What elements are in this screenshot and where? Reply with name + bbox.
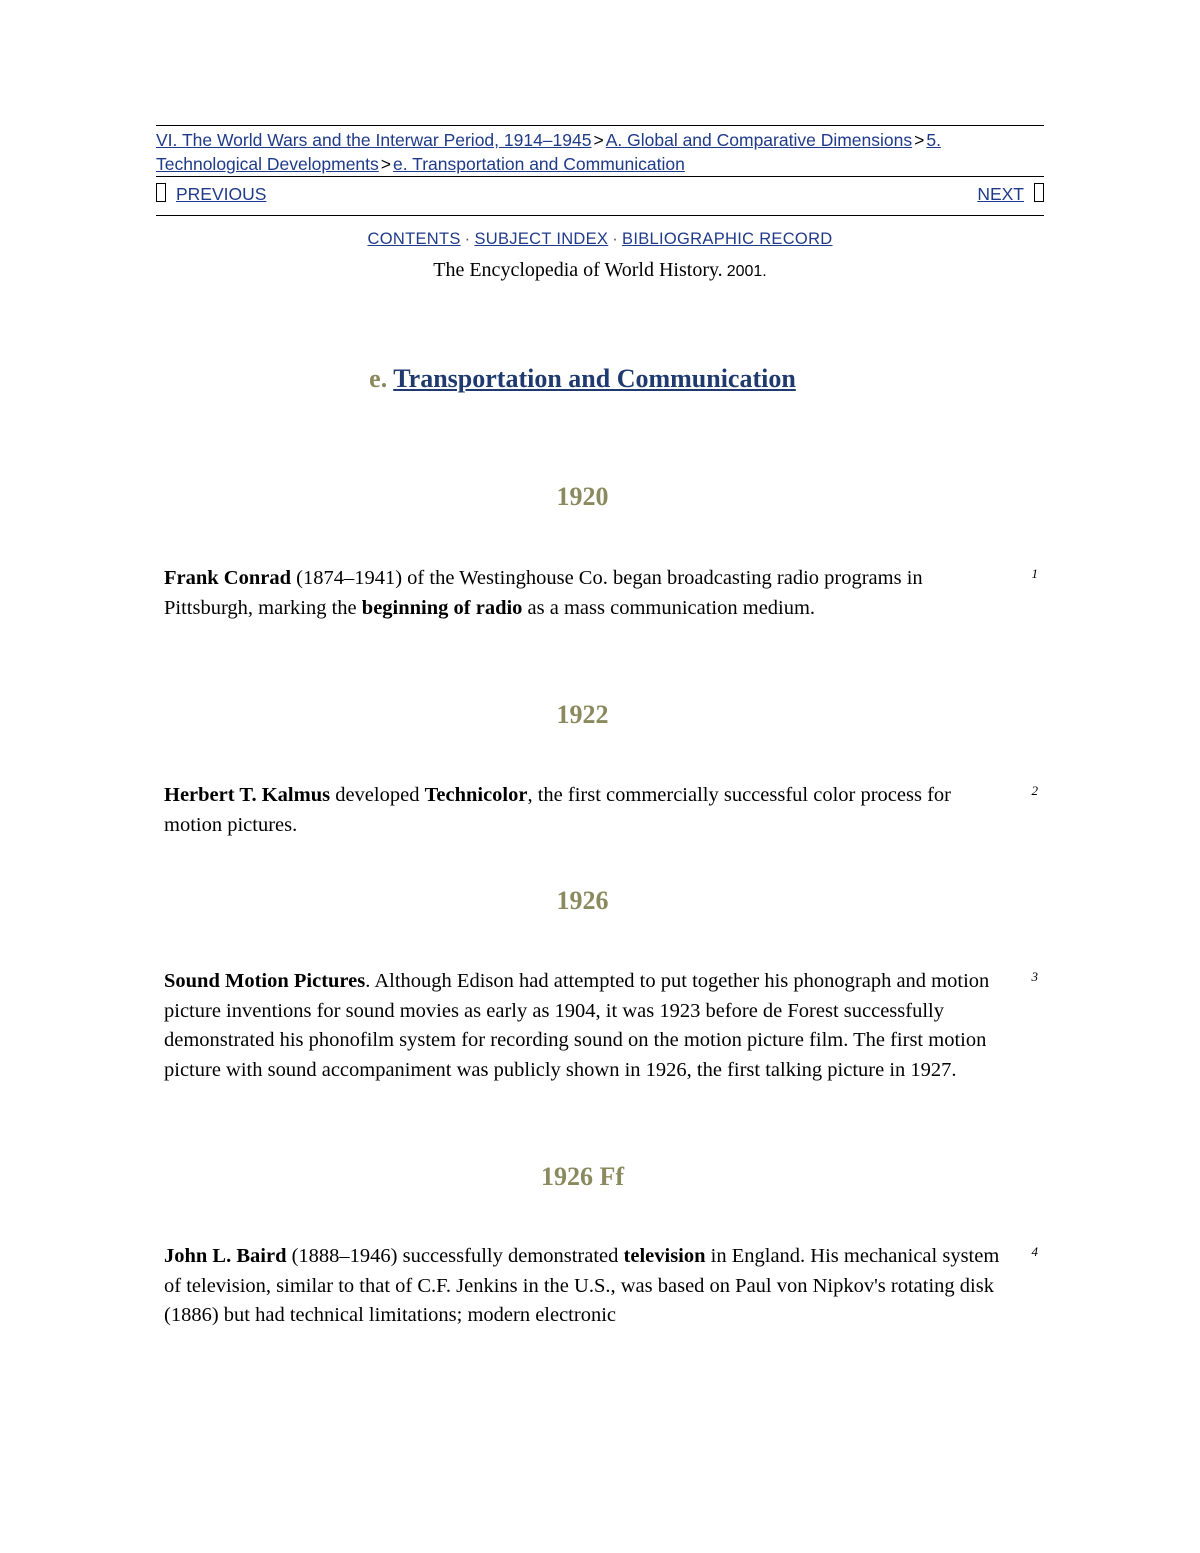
contents-link[interactable]: CONTENTS	[367, 230, 461, 248]
link-separator: ·	[464, 230, 471, 248]
entry-text: as a mass communication medium.	[522, 596, 816, 619]
entry-paragraph	[164, 564, 1014, 623]
section-title-link[interactable]: Transportation and Communication	[393, 364, 796, 393]
next-link[interactable]: NEXT	[977, 184, 1024, 204]
top-links	[0, 230, 1200, 249]
entry-text: . Although Edison had attempted to put together his phonograph and motion picture inventions for sound movies as early as 1904, it was 1923 before de Forest successfully demonstrated his phonofilm system for recording sound on the motion picture film. The first motion picture with sound accompaniment was publicly shown in 1926, the first talking picture in 1927.	[164, 970, 990, 1081]
entry-text: (1874–1941) of the Westinghouse Co. began broadcasting radio programs in Pittsburgh, marking the	[164, 567, 923, 619]
next-nav	[977, 183, 1044, 205]
breadcrumb-link-current[interactable]: e. Transportation and Communication	[393, 154, 685, 174]
entry-number: 2	[1031, 783, 1038, 798]
bibliographic-record-link[interactable]: BIBLIOGRAPHIC RECORD	[622, 230, 833, 248]
entry-bold-term: Herbert T. Kalmus	[164, 784, 331, 806]
breadcrumb-link-part-vi[interactable]: VI. The World Wars and the Interwar Period, 1914–1945	[156, 130, 592, 150]
section-letter: e.	[369, 364, 388, 393]
citation-title: The Encyclopedia of World History.	[433, 259, 723, 281]
previous-nav	[156, 183, 266, 205]
next-arrow-icon[interactable]	[1034, 183, 1044, 202]
entry-number: 3	[1031, 969, 1038, 984]
year-heading: 1920	[556, 482, 609, 511]
entry-bold-term: television	[623, 1245, 706, 1267]
entry-text: in England. His mechanical system of television, similar to that of C.F. Jenkins in the U.S., was based on Paul von Nipkov's rotating disk (1886) but had technical limitations; modern electronic	[164, 1245, 1000, 1326]
entry-bold-term: Sound Motion Pictures	[164, 970, 366, 992]
entry-text: (1888–1946) successfully demonstrated	[286, 1245, 624, 1267]
link-separator: ·	[612, 230, 619, 248]
breadcrumb-separator: >	[593, 130, 604, 150]
entry-bold-term: beginning of radio	[361, 596, 523, 619]
breadcrumb-link-section-a[interactable]: A. Global and Comparative Dimensions	[605, 130, 913, 150]
breadcrumb-separator: >	[380, 154, 392, 174]
page-nav	[156, 177, 1044, 215]
entry-number: 1	[1031, 566, 1038, 581]
breadcrumb-link-subsection-5[interactable]: 5. Technological Developments	[156, 130, 941, 174]
entry-paragraph	[164, 781, 1014, 840]
entry-bold-term: Frank Conrad	[164, 567, 292, 589]
entry-bold-term: Technicolor	[424, 784, 528, 806]
citation	[0, 259, 1200, 282]
breadcrumb	[156, 126, 1044, 176]
year-heading: 1926 Ff	[540, 1162, 625, 1191]
bottom-rule	[156, 215, 1044, 216]
breadcrumb-separator: >	[914, 130, 925, 150]
citation-year: 2001.	[726, 263, 767, 280]
previous-arrow-icon[interactable]	[156, 183, 166, 202]
subject-index-link[interactable]: SUBJECT INDEX	[474, 230, 609, 248]
year-heading: 1922	[556, 700, 609, 729]
section-heading	[0, 364, 1165, 394]
year-heading: 1926	[556, 886, 609, 915]
entry-paragraph	[164, 967, 1014, 1085]
entry-bold-term: John L. Baird	[164, 1245, 287, 1267]
entry-text: developed	[330, 784, 425, 806]
previous-link[interactable]: PREVIOUS	[176, 184, 267, 204]
entry-text: , the first commercially successful color process for motion pictures.	[164, 784, 951, 836]
breadcrumb-block	[156, 125, 1044, 216]
entry-paragraph	[164, 1242, 1014, 1331]
entry-number: 4	[1031, 1244, 1038, 1259]
